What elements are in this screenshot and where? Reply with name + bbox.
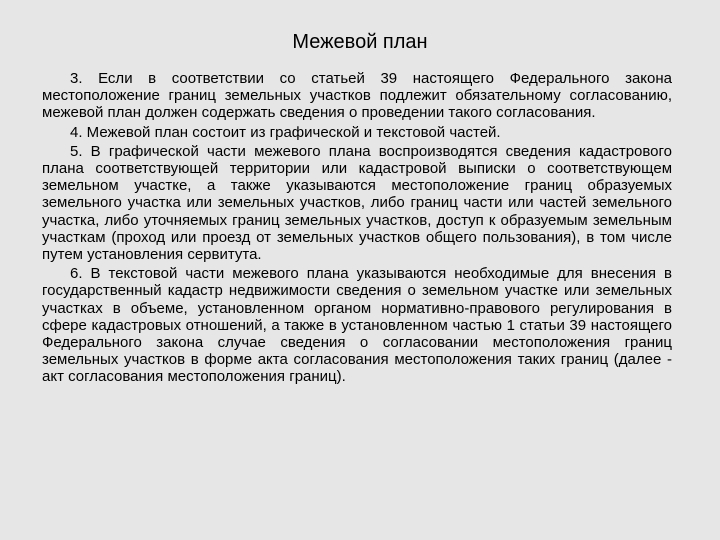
slide-body <box>42 70 672 388</box>
paragraph-4: 4. Межевой план состоит из графической и текстовой частей. <box>70 123 501 141</box>
slide-title: Межевой план <box>292 31 428 53</box>
paragraph-6: 6. В текстовой части межевого плана указываются необходимые для внесения в государственный кадастр недвижимости сведения о земельном участке или земельных участках в объеме, установленном органом нормативно-правового регулирования в сфере кадастровых отношений, а также в установленном частью 1 статьи 39 настоящего Федерального закона случае сведения о согласовании местоположения границ земельных участков в форме акта согласования местоположения таких границ (далее - акт согласования местоположения границ). <box>42 265 672 386</box>
paragraph-5: 5. В графической части межевого плана воспроизводятся сведения кадастрового плана соответствующей территории или кадастровой выписки о соответствующем земельном участке, а также указываются местоположение границ образуемых земельного участка или земельных участков, либо границ части или частей земельного участка, либо уточняемых границ земельных участков, доступ к образуемым земельным участкам (проход или проезд от земельных участков общего пользования), в том числе путем установления сервитута. <box>42 142 672 264</box>
paragraph-3: 3. Если в соответствии со статьей 39 настоящего Федерального закона местоположение границ земельных участков подлежит обязательному согласованию, межевой план должен содержать сведения о проведении такого согласования. <box>42 70 672 122</box>
